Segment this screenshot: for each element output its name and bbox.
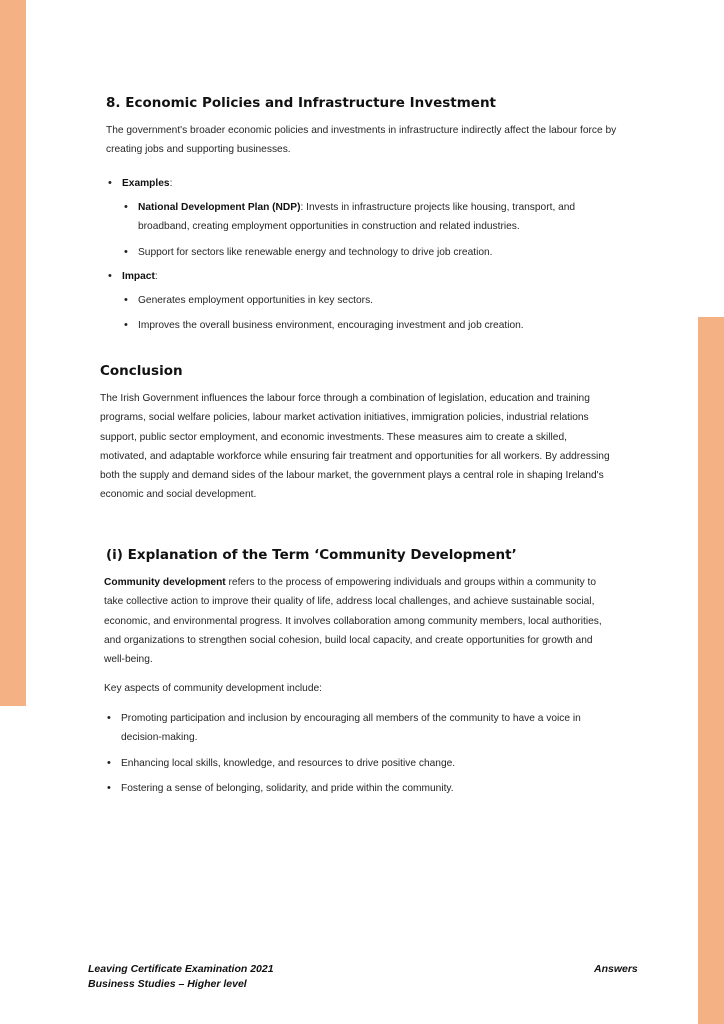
footer-left [88,962,274,992]
community-term: Community development [104,577,226,588]
list-item: • Improves the overall business environment, encouraging investment and job creation. [138,316,618,335]
community-heading: (i) Explanation of the Term ‘Community Development’ [106,547,517,563]
section-8-heading: 8. Economic Policies and Infrastructure Investment [106,95,497,111]
aspects-intro: Key aspects of community development include: [104,683,323,694]
community-definition-text: refers to the process of empowering individuals and groups within a community to take collective action to improve their quality of life, address local challenges, and achieve sustainable social, economic, and environmental progress. It involves collaboration among community members, local authorities, and organizations to strengthen social cohesion, build local capacity, and create opportunities for growth and well-being. [104,577,602,666]
examples-sublist [138,198,618,262]
right-accent-bar [698,317,724,1024]
list-item: • Examples: [122,174,622,193]
ndp-text: : Invests in infrastructure projects like housing, transport, and broadband, creating employment opportunities in construction and related industries. [138,202,576,233]
list-item: • Impact: [122,267,622,286]
conclusion-text: The Irish Government influences the labour force through a combination of legislation, education and training programs, social welfare policies, labour market activation initiatives, immigration policies, industrial relations support, public sector employment, and economic investments. These measures aim to create a skilled, motivated, and adaptable workforce while ensuring fair treatment and opportunities for all workers. By addressing both the supply and demand sides of the labour market, the government plays a central role in shaping Ireland's economic and social development. [100,393,610,501]
left-accent-bar [0,0,26,706]
examples-label: Examples [122,178,170,189]
list-item [138,198,618,237]
impact-sublist [138,291,618,336]
footer-subject: Business Studies – Higher level [88,978,247,990]
list-item: • Support for sectors like renewable energy and technology to drive job creation. [138,243,618,262]
impact-label: Impact [122,271,155,282]
ndp-label: National Development Plan (NDP) [138,202,301,213]
list-item: • Enhancing local skills, knowledge, and resources to drive positive change. [121,754,611,773]
impact-list [122,267,622,286]
list-item: • Fostering a sense of belonging, solidarity, and pride within the community. [121,779,611,798]
footer-exam-title: Leaving Certificate Examination 2021 [88,963,274,975]
community-definition [104,573,608,669]
conclusion-heading: Conclusion [100,363,183,379]
section-8-intro: The government's broader economic policies and investments in infrastructure indirectly affect the labour force by creating jobs and supporting businesses. [106,125,617,156]
list-item: • Promoting participation and inclusion by encouraging all members of the community to have a voice in decision-making. [121,709,611,748]
list-item: • Generates employment opportunities in key sectors. [138,291,618,310]
footer-answers: Answers [594,963,638,975]
section-8-list [122,174,622,193]
aspects-list [121,709,611,798]
